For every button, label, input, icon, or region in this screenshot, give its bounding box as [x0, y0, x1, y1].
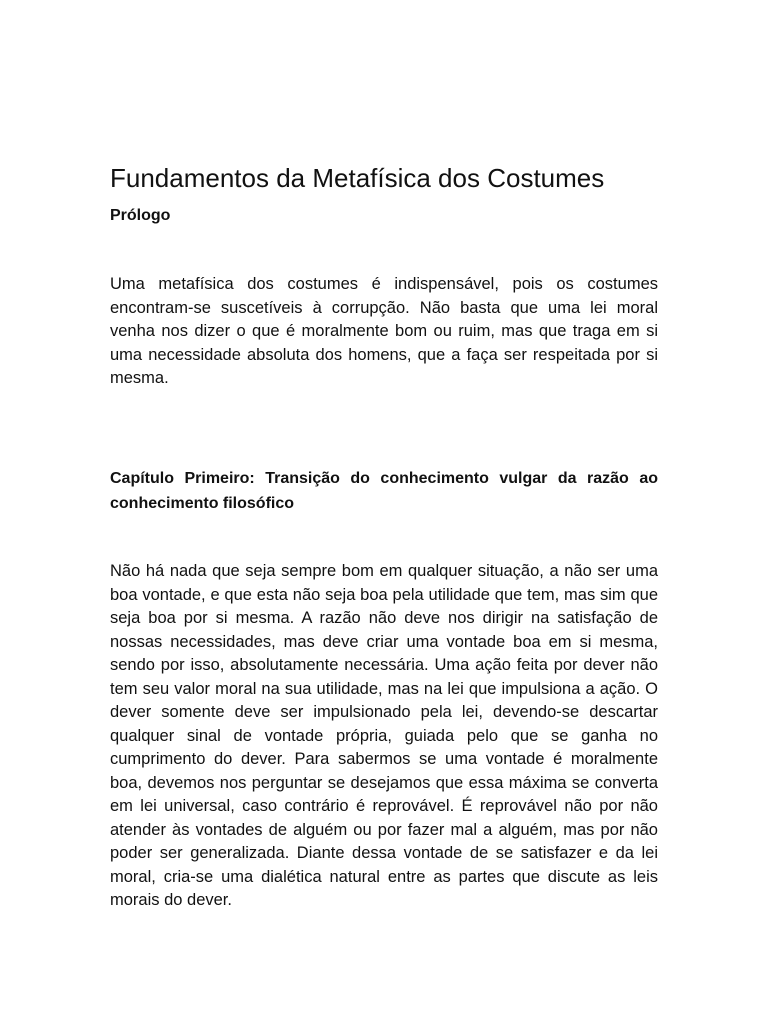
document-title: Fundamentos da Metafísica dos Costumes: [110, 163, 605, 193]
chapter-one-heading: Capítulo Primeiro: Transição do conhecimento vulgar da razão ao conhecimento filosófico: [110, 470, 658, 512]
prologue-heading: Prólogo: [110, 207, 171, 224]
chapter-one-paragraph: Não há nada que seja sempre bom em qualquer situação, a não ser uma boa vontade, e que esta não seja boa pela utilidade que tem, mas sim que seja boa por si mesma. A razão não deve nos dirigir na satisfação de nossas necessidades, mas deve criar uma vontade boa em si mesma, sendo por isso, absolutamente necessária. Uma ação feita por dever não tem seu valor moral na sua utilidade, mas na lei que impulsiona a ação. O dever somente deve ser impulsionado pela lei, devendo-se descartar qualquer sinal de vontade própria, guiada pelo que se ganha no cumprimento do dever. Para sabermos se uma vontade é moralmente boa, devemos nos perguntar se desejamos que essa máxima se converta em lei universal, caso contrário é reprovável. É reprovável não por não atender às vontades de alguém ou por fazer mal a alguém, mas por não poder ser generalizada. Diante dessa vontade de se satisfazer e da lei moral, cria-se uma dialética natural entre as partes que discute as leis morais do dever.: [110, 562, 658, 909]
prologue-paragraph: Uma metafísica dos costumes é indispensável, pois os costumes encontram-se suscetíveis à corrupção. Não basta que uma lei moral venha nos dizer o que é moralmente bom ou ruim, mas que traga em si uma necessidade absoluta dos homens, que a faça ser respeitada por si mesma.: [110, 275, 658, 387]
